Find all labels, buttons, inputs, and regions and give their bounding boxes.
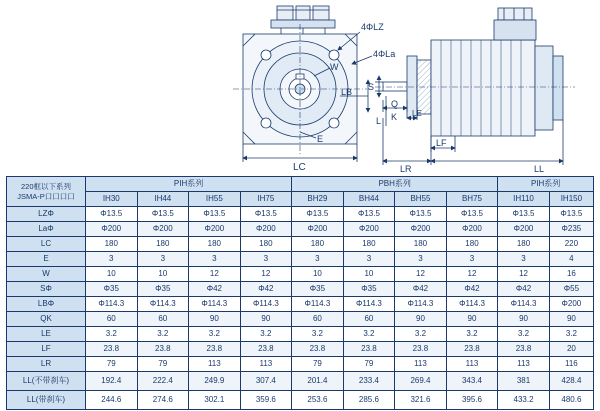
table-cell: 222.4 bbox=[137, 372, 189, 391]
table-row bbox=[7, 282, 594, 297]
table-cell: 274.6 bbox=[137, 391, 189, 410]
table-cell: Φ42 bbox=[240, 282, 292, 297]
table-cell: 10 bbox=[86, 267, 138, 282]
table-row bbox=[7, 342, 594, 357]
table-cell: 180 bbox=[86, 237, 138, 252]
table-body bbox=[7, 207, 594, 410]
row-label: LC bbox=[7, 237, 86, 252]
table-cell: Φ13.5 bbox=[446, 207, 498, 222]
row-label: LZΦ bbox=[7, 207, 86, 222]
column-header-9: IH150 bbox=[549, 192, 593, 207]
column-header-6: BH55 bbox=[395, 192, 447, 207]
group-header-0: PIH系列 bbox=[86, 177, 292, 192]
table-cell: 3.2 bbox=[395, 327, 447, 342]
table-cell: 12 bbox=[395, 267, 447, 282]
table-cell: 90 bbox=[446, 312, 498, 327]
table-cell: Φ13.5 bbox=[189, 207, 241, 222]
table-cell: 302.1 bbox=[189, 391, 241, 410]
table-cell: Φ200 bbox=[343, 222, 395, 237]
table-cell: Φ200 bbox=[292, 222, 344, 237]
column-header-3: IH75 bbox=[240, 192, 292, 207]
table-cell: Φ114.3 bbox=[292, 297, 344, 312]
table-cell: 90 bbox=[549, 312, 593, 327]
table-cell: Φ13.5 bbox=[549, 207, 593, 222]
table-cell: 249.9 bbox=[189, 372, 241, 391]
table-cell: Φ13.5 bbox=[343, 207, 395, 222]
table-cell: 113 bbox=[498, 357, 550, 372]
table-cell: 3.2 bbox=[292, 327, 344, 342]
table-cell: Φ42 bbox=[189, 282, 241, 297]
table-cell: 79 bbox=[343, 357, 395, 372]
row-label: LF bbox=[7, 342, 86, 357]
dimension-table-wrapper bbox=[6, 176, 594, 410]
table-cell: 20 bbox=[549, 342, 593, 357]
table-cell: 180 bbox=[189, 237, 241, 252]
table-cell: 90 bbox=[498, 312, 550, 327]
table-corner-header bbox=[7, 177, 86, 207]
table-cell: Φ200 bbox=[549, 297, 593, 312]
table-row bbox=[7, 222, 594, 237]
table-row bbox=[7, 391, 594, 410]
column-header-1: IH44 bbox=[137, 192, 189, 207]
table-cell: 4 bbox=[549, 252, 593, 267]
table-cell: Φ35 bbox=[292, 282, 344, 297]
table-cell: 201.4 bbox=[292, 372, 344, 391]
table-cell: Φ13.5 bbox=[395, 207, 447, 222]
table-row bbox=[7, 237, 594, 252]
label-lf: LF bbox=[436, 138, 447, 148]
row-label: LR bbox=[7, 357, 86, 372]
table-cell: 395.6 bbox=[446, 391, 498, 410]
table-cell: 307.4 bbox=[240, 372, 292, 391]
column-header-7: BH75 bbox=[446, 192, 498, 207]
table-cell: 16 bbox=[549, 267, 593, 282]
row-label: W bbox=[7, 267, 86, 282]
table-cell: 343.4 bbox=[446, 372, 498, 391]
row-label: E bbox=[7, 252, 86, 267]
table-cell: Φ200 bbox=[86, 222, 138, 237]
table-cell: Φ200 bbox=[395, 222, 447, 237]
table-cell: 433.2 bbox=[498, 391, 550, 410]
table-cell: 3 bbox=[86, 252, 138, 267]
table-cell: 3.2 bbox=[240, 327, 292, 342]
table-cell: 12 bbox=[446, 267, 498, 282]
label-s: S bbox=[368, 82, 375, 92]
table-cell: 23.8 bbox=[446, 342, 498, 357]
label-la: 4ΦLa bbox=[373, 49, 396, 59]
row-label: LL(不带刹车) bbox=[7, 372, 86, 391]
table-cell: Φ114.3 bbox=[395, 297, 447, 312]
table-cell: 428.4 bbox=[549, 372, 593, 391]
table-cell: 12 bbox=[498, 267, 550, 282]
table-cell: Φ200 bbox=[498, 222, 550, 237]
table-cell: 480.6 bbox=[549, 391, 593, 410]
table-cell: 285.6 bbox=[343, 391, 395, 410]
table-cell: Φ114.3 bbox=[189, 297, 241, 312]
table-cell: 244.6 bbox=[86, 391, 138, 410]
table-cell: 3.2 bbox=[189, 327, 241, 342]
table-cell: 3 bbox=[498, 252, 550, 267]
group-header-row bbox=[7, 177, 594, 192]
group-header-1: PBH系列 bbox=[292, 177, 498, 192]
table-cell: Φ200 bbox=[446, 222, 498, 237]
label-q: Q bbox=[391, 99, 399, 109]
table-cell: 180 bbox=[395, 237, 447, 252]
table-cell: Φ13.5 bbox=[86, 207, 138, 222]
table-cell: 3.2 bbox=[137, 327, 189, 342]
table-cell: 113 bbox=[240, 357, 292, 372]
table-cell: 3 bbox=[137, 252, 189, 267]
table-cell: 269.4 bbox=[395, 372, 447, 391]
label-lz: 4ΦLZ bbox=[361, 22, 384, 32]
table-cell: 116 bbox=[549, 357, 593, 372]
row-label: LBΦ bbox=[7, 297, 86, 312]
column-header-4: BH29 bbox=[292, 192, 344, 207]
table-cell: 180 bbox=[446, 237, 498, 252]
table-row bbox=[7, 207, 594, 222]
dimension-table bbox=[6, 176, 594, 410]
table-cell: 321.6 bbox=[395, 391, 447, 410]
table-cell: 90 bbox=[395, 312, 447, 327]
table-cell: 12 bbox=[240, 267, 292, 282]
drawing-svg bbox=[0, 0, 600, 172]
table-cell: Φ235 bbox=[549, 222, 593, 237]
table-cell: Φ42 bbox=[446, 282, 498, 297]
table-cell: 3 bbox=[343, 252, 395, 267]
table-row bbox=[7, 312, 594, 327]
table-cell: 3 bbox=[189, 252, 241, 267]
column-header-5: BH44 bbox=[343, 192, 395, 207]
table-cell: 10 bbox=[292, 267, 344, 282]
table-cell: 381 bbox=[498, 372, 550, 391]
table-cell: Φ114.3 bbox=[343, 297, 395, 312]
corner-line-1: 220框以下系列 bbox=[20, 181, 71, 191]
table-cell: 3.2 bbox=[446, 327, 498, 342]
label-k: K bbox=[391, 112, 398, 122]
label-ll: LL bbox=[534, 164, 545, 172]
table-cell: 60 bbox=[137, 312, 189, 327]
table-cell: Φ13.5 bbox=[137, 207, 189, 222]
column-header-2: IH55 bbox=[189, 192, 241, 207]
table-cell: 79 bbox=[86, 357, 138, 372]
row-label: LE bbox=[7, 327, 86, 342]
table-cell: 3.2 bbox=[498, 327, 550, 342]
table-cell: 3.2 bbox=[86, 327, 138, 342]
table-cell: Φ200 bbox=[137, 222, 189, 237]
label-le: LE bbox=[412, 109, 422, 118]
table-cell: 23.8 bbox=[498, 342, 550, 357]
table-cell: 10 bbox=[343, 267, 395, 282]
table-head bbox=[7, 177, 594, 207]
table-cell: Φ114.3 bbox=[137, 297, 189, 312]
table-cell: 12 bbox=[189, 267, 241, 282]
table-row bbox=[7, 357, 594, 372]
table-cell: 3 bbox=[446, 252, 498, 267]
column-header-row bbox=[7, 192, 594, 207]
table-cell: Φ114.3 bbox=[498, 297, 550, 312]
table-cell: Φ114.3 bbox=[446, 297, 498, 312]
table-cell: 113 bbox=[446, 357, 498, 372]
table-row bbox=[7, 252, 594, 267]
row-label: LaΦ bbox=[7, 222, 86, 237]
table-cell: 180 bbox=[292, 237, 344, 252]
table-cell: 3.2 bbox=[343, 327, 395, 342]
label-e: E bbox=[317, 134, 324, 144]
table-cell: Φ35 bbox=[343, 282, 395, 297]
table-cell: 3 bbox=[395, 252, 447, 267]
table-cell: 10 bbox=[137, 267, 189, 282]
row-label: LL(带刹车) bbox=[7, 391, 86, 410]
table-cell: 23.8 bbox=[343, 342, 395, 357]
row-label: SΦ bbox=[7, 282, 86, 297]
table-cell: 220 bbox=[549, 237, 593, 252]
table-cell: 60 bbox=[343, 312, 395, 327]
label-lb: LB bbox=[341, 87, 353, 97]
table-cell: 180 bbox=[240, 237, 292, 252]
table-row bbox=[7, 267, 594, 282]
table-cell: Φ114.3 bbox=[86, 297, 138, 312]
table-cell: 90 bbox=[240, 312, 292, 327]
table-cell: 23.8 bbox=[86, 342, 138, 357]
table-cell: 253.6 bbox=[292, 391, 344, 410]
table-cell: 192.4 bbox=[86, 372, 138, 391]
table-cell: 113 bbox=[395, 357, 447, 372]
table-cell: Φ114.3 bbox=[240, 297, 292, 312]
corner-line-2: JSMA-P口口口口 bbox=[17, 191, 75, 201]
table-cell: 113 bbox=[189, 357, 241, 372]
row-label: QK bbox=[7, 312, 86, 327]
table-cell: 180 bbox=[137, 237, 189, 252]
column-header-0: IH30 bbox=[86, 192, 138, 207]
table-cell: 3 bbox=[292, 252, 344, 267]
table-cell: 3.2 bbox=[549, 327, 593, 342]
table-cell: Φ13.5 bbox=[240, 207, 292, 222]
label-l: L bbox=[376, 116, 382, 126]
motor-dimension-drawing bbox=[0, 0, 600, 170]
table-cell: Φ13.5 bbox=[292, 207, 344, 222]
table-cell: Φ35 bbox=[137, 282, 189, 297]
column-header-8: IH110 bbox=[498, 192, 550, 207]
table-cell: 23.8 bbox=[395, 342, 447, 357]
table-cell: Φ55 bbox=[549, 282, 593, 297]
table-cell: 90 bbox=[189, 312, 241, 327]
table-cell: 23.8 bbox=[137, 342, 189, 357]
table-cell: Φ200 bbox=[189, 222, 241, 237]
label-lc: LC bbox=[293, 162, 306, 172]
label-lr: LR bbox=[400, 164, 412, 172]
table-cell: Φ35 bbox=[86, 282, 138, 297]
table-row bbox=[7, 327, 594, 342]
table-cell: 180 bbox=[498, 237, 550, 252]
table-cell: 60 bbox=[292, 312, 344, 327]
table-cell: 23.8 bbox=[240, 342, 292, 357]
table-cell: 359.6 bbox=[240, 391, 292, 410]
label-w: W bbox=[330, 62, 339, 72]
table-cell: Φ42 bbox=[498, 282, 550, 297]
group-header-2: PIH系列 bbox=[498, 177, 594, 192]
table-cell: 23.8 bbox=[189, 342, 241, 357]
table-cell: Φ200 bbox=[240, 222, 292, 237]
table-cell: 3 bbox=[240, 252, 292, 267]
table-cell: 23.8 bbox=[292, 342, 344, 357]
table-row bbox=[7, 372, 594, 391]
table-cell: 60 bbox=[86, 312, 138, 327]
table-cell: 233.4 bbox=[343, 372, 395, 391]
table-row bbox=[7, 297, 594, 312]
table-cell: Φ42 bbox=[395, 282, 447, 297]
table-cell: 79 bbox=[137, 357, 189, 372]
table-cell: 180 bbox=[343, 237, 395, 252]
table-cell: 79 bbox=[292, 357, 344, 372]
table-cell: Φ13.5 bbox=[498, 207, 550, 222]
